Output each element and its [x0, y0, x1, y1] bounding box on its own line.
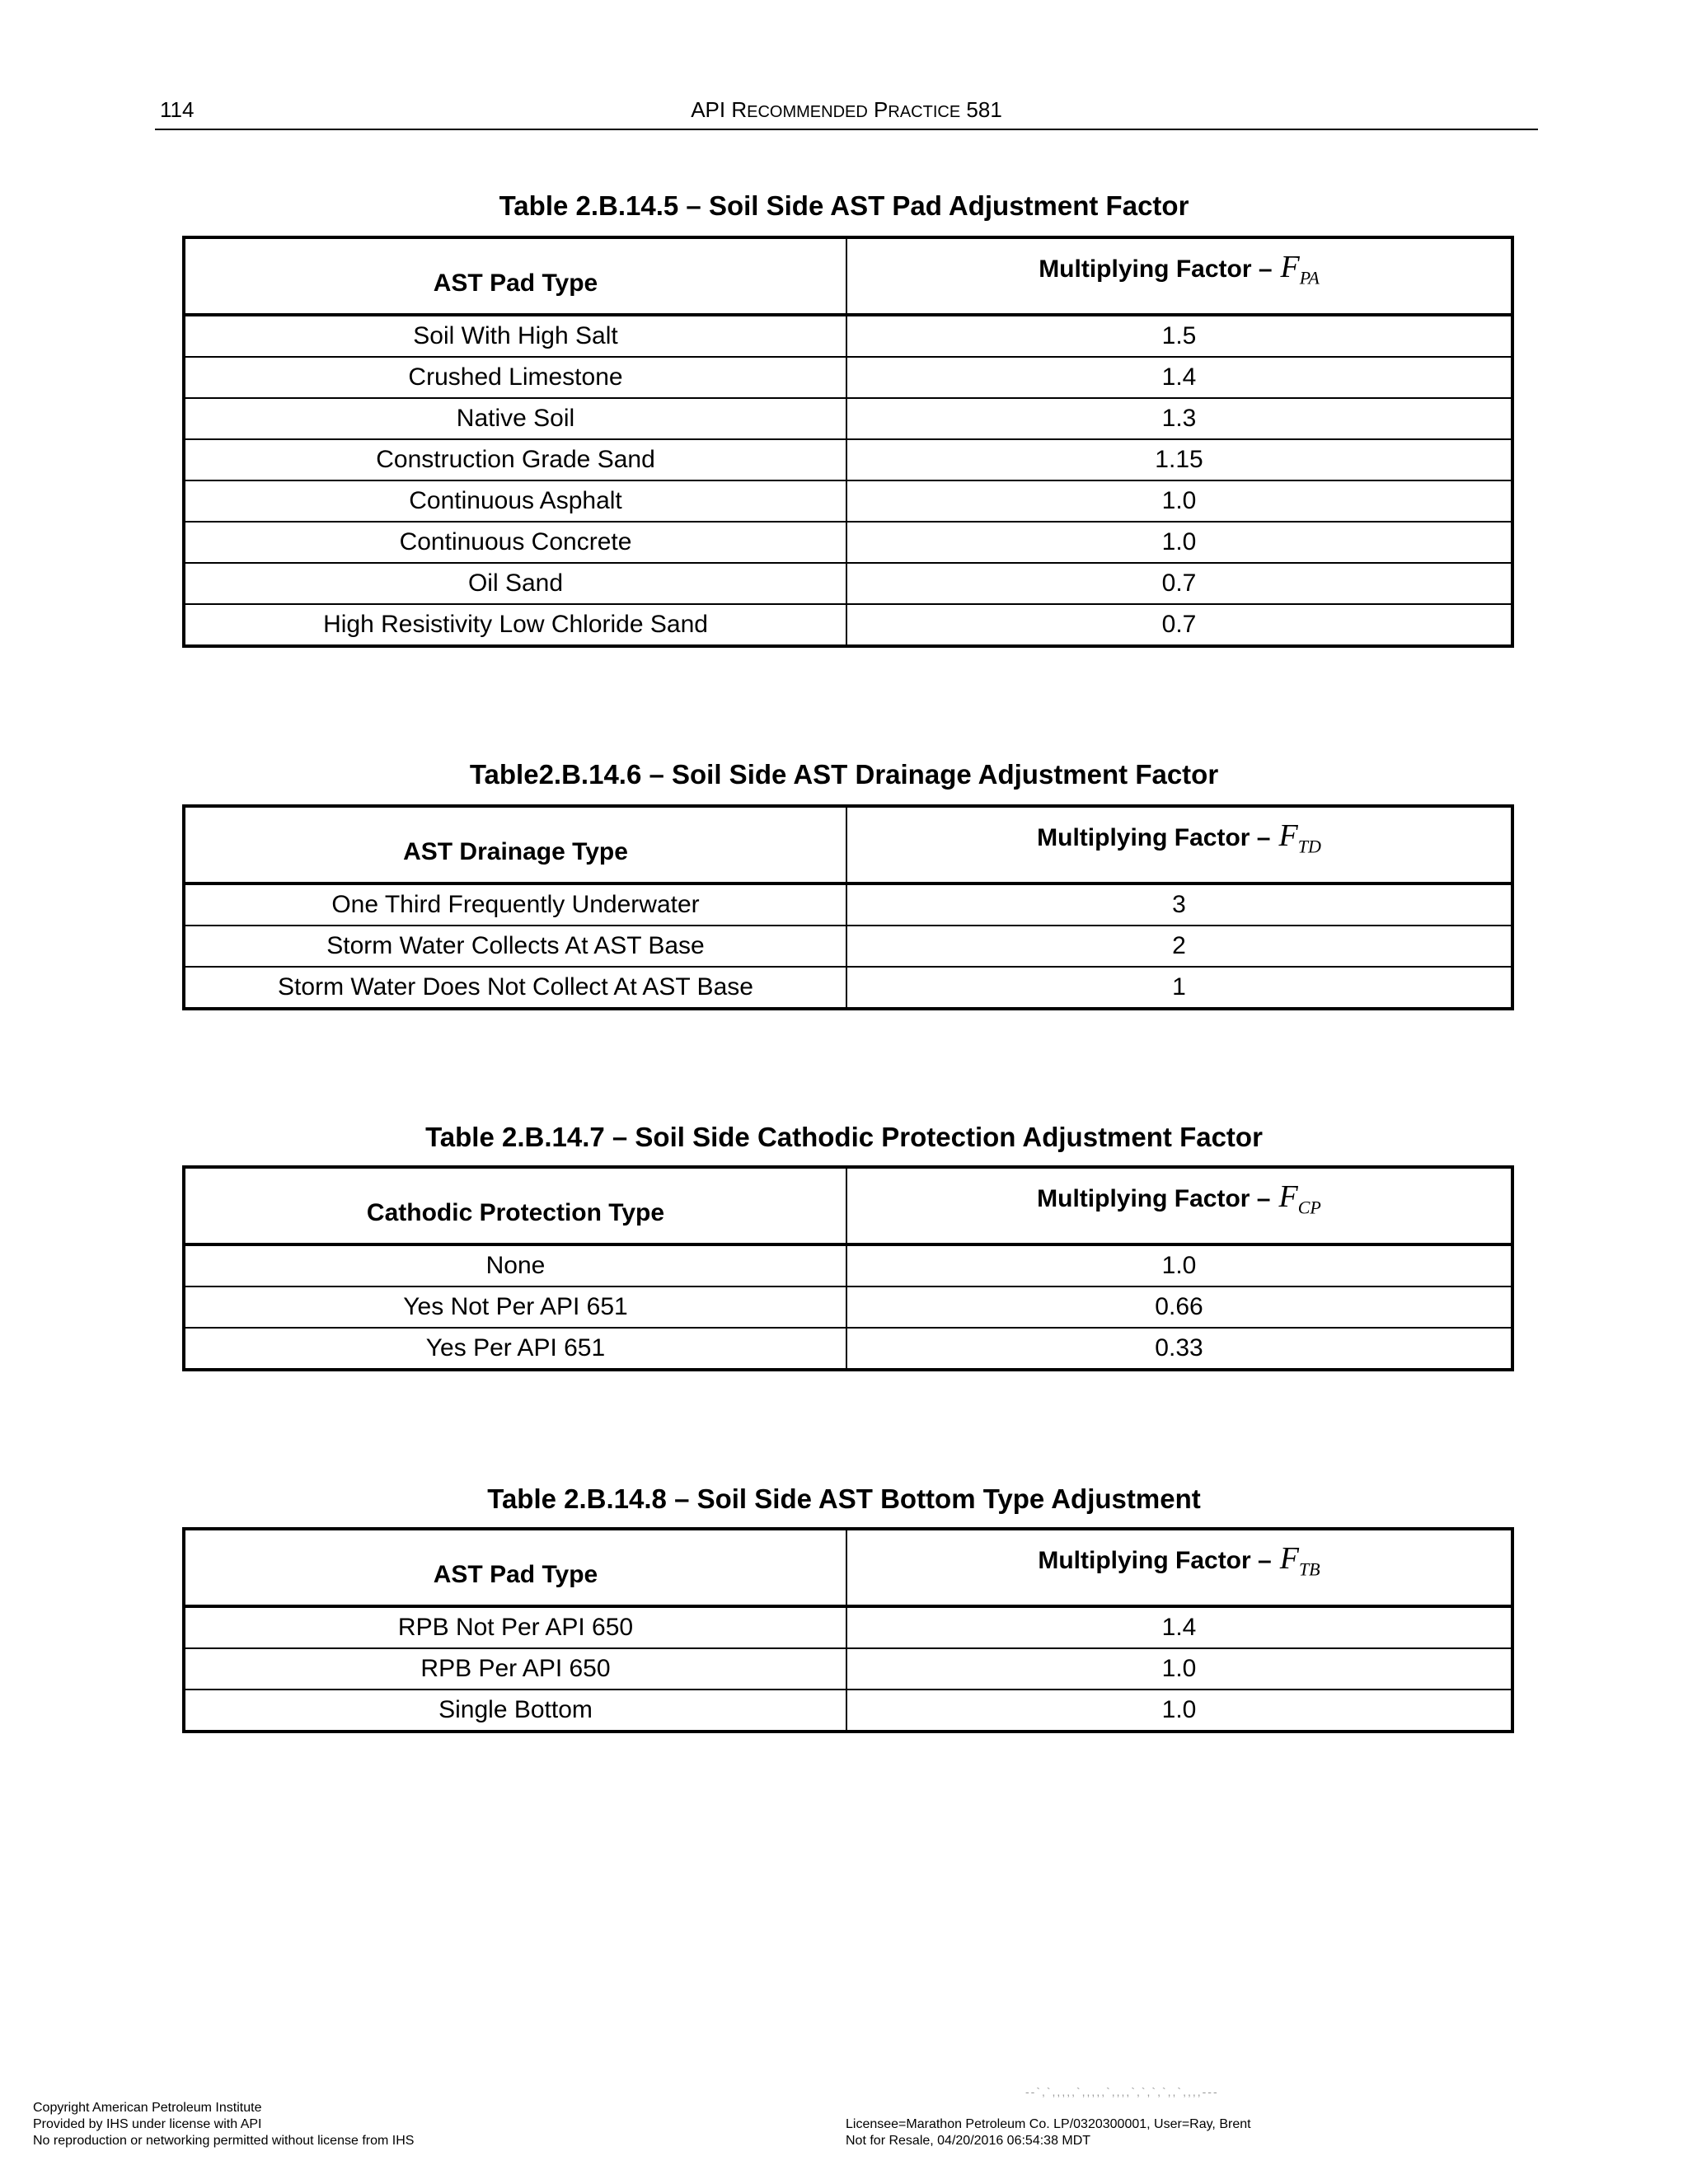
table-row: [184, 1244, 1512, 1286]
footer-line: No reproduction or networking permitted without license from IHS: [33, 2134, 415, 2148]
table-caption: Table2.B.14.6 – Soil Side AST Drainage Adjustment Factor: [469, 759, 1219, 790]
cell-type: Native Soil: [184, 398, 846, 439]
cell-factor: 0.7: [846, 563, 1512, 604]
table-row: [184, 1286, 1512, 1328]
factor-symbol: [1278, 1179, 1321, 1218]
table-row: [184, 604, 1512, 646]
cell-factor: 3: [846, 883, 1512, 926]
factor-label: Multiplying Factor –: [1037, 1184, 1271, 1212]
footer-license: [846, 2116, 1251, 2149]
page-number: 114: [160, 97, 195, 122]
footer-line: Not for Resale, 04/20/2016 06:54:38 MDT: [846, 2134, 1091, 2148]
cell-factor: 2: [846, 926, 1512, 967]
table-row: [184, 563, 1512, 604]
cell-factor: 0.7: [846, 604, 1512, 646]
cell-type: Oil Sand: [184, 563, 846, 604]
running-title: [155, 97, 1538, 123]
factor-label: Multiplying Factor –: [1037, 823, 1271, 851]
cell-factor: 1.5: [846, 315, 1512, 357]
cell-type: Yes Not Per API 651: [184, 1286, 846, 1328]
table-row: [184, 1606, 1512, 1648]
cell-factor: 0.33: [846, 1328, 1512, 1370]
factor-symbol-subscript: TD: [1297, 836, 1321, 857]
factor-symbol-subscript: CP: [1297, 1197, 1321, 1218]
table-caption: Table 2.B.14.7 – Soil Side Cathodic Protection Adjustment Factor: [425, 1122, 1263, 1152]
table-block-cathodic: [0, 1119, 1688, 1361]
footer-line: Copyright American Petroleum Institute: [33, 2101, 262, 2115]
cell-factor: 1.0: [846, 1244, 1512, 1286]
table-row: [184, 1328, 1512, 1370]
cell-type: Continuous Concrete: [184, 522, 846, 563]
factor-symbol: [1280, 249, 1320, 288]
table-row: [184, 522, 1512, 563]
table-row: [184, 398, 1512, 439]
footer-line: Licensee=Marathon Petroleum Co. LP/0320300001, User=Ray, Brent: [846, 2117, 1251, 2131]
table-block-pad: [0, 188, 1688, 638]
table-block-bottom-type: [0, 1481, 1688, 1723]
cell-factor: 0.66: [846, 1286, 1512, 1328]
factor-symbol-letter: F: [1278, 818, 1298, 853]
table-row: [184, 439, 1512, 480]
factor-label: Multiplying Factor –: [1038, 1546, 1272, 1574]
factor-symbol-letter: F: [1280, 249, 1300, 284]
cell-type: Yes Per API 651: [184, 1328, 846, 1370]
cell-factor: 1.4: [846, 1606, 1512, 1648]
factor-symbol: [1278, 818, 1321, 857]
factor-table: [182, 1165, 1514, 1371]
table-row: [184, 315, 1512, 357]
column-header-type: Cathodic Protection Type: [184, 1167, 846, 1244]
running-title-part: ECOMMENDED: [747, 103, 868, 121]
cell-factor: 1.4: [846, 357, 1512, 398]
cell-type: RPB Not Per API 650: [184, 1606, 846, 1648]
column-header-type: AST Pad Type: [184, 1529, 846, 1606]
column-header-type: AST Pad Type: [184, 237, 846, 315]
table-row: [184, 967, 1512, 1009]
cell-type: Crushed Limestone: [184, 357, 846, 398]
cell-type: None: [184, 1244, 846, 1286]
column-header-factor: [846, 237, 1512, 315]
cell-type: Storm Water Does Not Collect At AST Base: [184, 967, 846, 1009]
cell-factor: 1.15: [846, 439, 1512, 480]
column-header-factor: [846, 806, 1512, 883]
running-title-part: RACTICE: [888, 103, 961, 121]
cell-factor: 1.0: [846, 1690, 1512, 1732]
footer-line: Provided by IHS under license with API: [33, 2117, 262, 2131]
column-header-type: AST Drainage Type: [184, 806, 846, 883]
running-title-part: P: [867, 97, 889, 122]
page-header: [155, 97, 1538, 130]
cell-type: One Third Frequently Underwater: [184, 883, 846, 926]
factor-table: [182, 1527, 1514, 1733]
factor-symbol-subscript: TB: [1298, 1558, 1320, 1580]
factor-label: Multiplying Factor –: [1039, 255, 1273, 283]
cell-factor: 1.0: [846, 1648, 1512, 1690]
cell-factor: 1.0: [846, 522, 1512, 563]
table-row: [184, 1690, 1512, 1732]
table-row: [184, 926, 1512, 967]
factor-symbol-letter: F: [1279, 1540, 1299, 1576]
running-title-part: 581: [960, 97, 1002, 122]
footer-copyright: [33, 2100, 414, 2149]
column-header-factor: [846, 1529, 1512, 1606]
cell-type: Single Bottom: [184, 1690, 846, 1732]
factor-table: [182, 236, 1514, 648]
column-header-factor: [846, 1167, 1512, 1244]
cell-type: High Resistivity Low Chloride Sand: [184, 604, 846, 646]
table-caption: Table 2.B.14.5 – Soil Side AST Pad Adjustment Factor: [499, 190, 1189, 221]
factor-symbol-subscript: PA: [1299, 267, 1320, 288]
factor-table: [182, 804, 1514, 1010]
cell-type: Soil With High Salt: [184, 315, 846, 357]
table-block-drainage: [0, 757, 1688, 1001]
footer-watermark-dots: --`,`,,,,,`,,,,,`,,,,`,`,`,`,,`,,,,---: [1025, 2085, 1219, 2098]
cell-type: Construction Grade Sand: [184, 439, 846, 480]
factor-symbol: [1279, 1540, 1320, 1580]
running-title-part: API R: [691, 97, 748, 122]
table-row: [184, 1648, 1512, 1690]
factor-symbol-letter: F: [1278, 1179, 1298, 1214]
cell-type: RPB Per API 650: [184, 1648, 846, 1690]
table-row: [184, 357, 1512, 398]
cell-factor: 1: [846, 967, 1512, 1009]
table-caption: Table 2.B.14.8 – Soil Side AST Bottom Type Adjustment: [487, 1483, 1201, 1514]
cell-factor: 1.3: [846, 398, 1512, 439]
cell-type: Continuous Asphalt: [184, 480, 846, 522]
cell-type: Storm Water Collects At AST Base: [184, 926, 846, 967]
cell-factor: 1.0: [846, 480, 1512, 522]
table-row: [184, 883, 1512, 926]
table-row: [184, 480, 1512, 522]
